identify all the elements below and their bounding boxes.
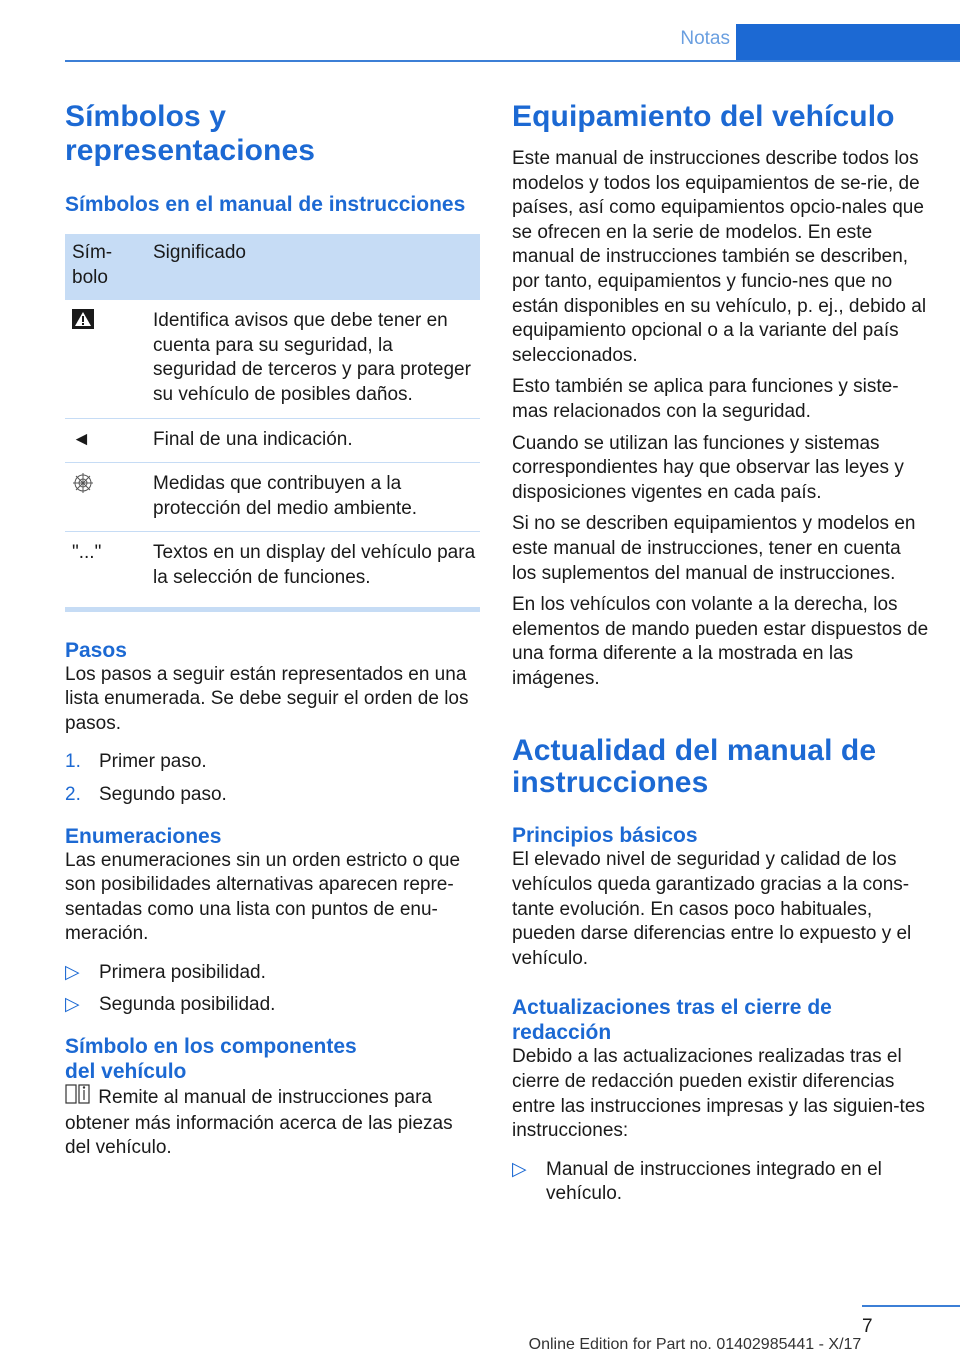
meaning-cell: Final de una indicación. — [153, 418, 480, 463]
meaning-cell: Identifica avisos que debe tener en cuenta para su seguridad, la seguridad de terceros y para proteger su vehículo de posibles daños. — [153, 300, 480, 418]
section-label: Notas — [680, 28, 730, 49]
list-item-text: Manual de instrucciones integrado en el vehículo. — [546, 1158, 882, 1205]
list-marker: ▷ — [65, 994, 80, 1016]
list-marker: ▷ — [65, 961, 80, 983]
component-heading-line-1: Símbolo en los componentes — [65, 1035, 357, 1059]
enum-heading: Enumeraciones — [65, 824, 222, 848]
meaning-cell: Medidas que contribuyen a la protección del medio ambiente. — [153, 463, 480, 532]
equipment-paragraph: Cuando se utilizan las funciones y sistemas correspondientes hay que observar las leyes y disposiciones vigentes en cada país. — [512, 432, 904, 503]
manual-symbols-heading: Símbolos en el manual de instrucciones — [65, 193, 466, 216]
list-item — [65, 783, 480, 808]
table-row — [65, 463, 480, 532]
enum-list — [65, 961, 480, 1018]
updates-text: Debido a las actualizaciones realizadas tras el cierre de redacción pueden existir diferencias entre las instrucciones impresas y las siguien-tes instrucciones: — [512, 1046, 925, 1142]
list-marker: ▷ — [512, 1158, 527, 1180]
steps-text: Los pasos a seguir están representados en una lista enumerada. Se debe seguir el orden de los pasos. — [65, 663, 469, 734]
equipment-paragraph: Si no se describen equipamientos y modelos en este manual de instrucciones, tener en cuenta los suplementos del manual de instrucciones. — [512, 513, 916, 584]
component-heading-line-2: del vehículo — [65, 1060, 187, 1084]
symbol-cell — [65, 300, 153, 418]
display-text-symbol: "..." — [65, 532, 153, 609]
footer-rule — [862, 1305, 960, 1307]
component-text: Remite al manual de instrucciones para obtener más información acerca de las piezas del vehículo. — [65, 1086, 453, 1159]
list-item-text: Primer paso. — [99, 751, 207, 773]
book-icon — [65, 1084, 93, 1112]
currency-title: Actualidad del manual de instrucciones — [512, 734, 877, 800]
enum-text: Las enumeraciones sin un orden estricto o que son posibilidades alternativas aparecen repre-sentadas como una lista con puntos de enu-meración. — [65, 849, 461, 945]
list-item-text: Segunda posibilidad. — [99, 994, 276, 1016]
left-column — [65, 100, 480, 1161]
list-marker: 1. — [65, 751, 81, 773]
updates-heading: Actualizaciones tras el cierre de redacción — [512, 996, 832, 1045]
symbols-table — [65, 234, 480, 612]
right-column — [512, 100, 930, 1215]
steps-list — [65, 750, 480, 807]
updates-list — [512, 1158, 930, 1207]
component-heading — [65, 1034, 480, 1084]
table-row — [65, 532, 480, 609]
list-item — [65, 750, 480, 775]
header-rule — [65, 60, 960, 62]
warning-triangle-icon — [72, 309, 94, 337]
edition-footer: Online Edition for Part no. 01402985441 - X/17 — [528, 1336, 862, 1353]
list-item — [512, 1158, 930, 1207]
section-tab — [736, 24, 960, 61]
equipment-title: Equipamiento del vehículo — [512, 100, 895, 133]
basics-text: El elevado nivel de seguridad y calidad de los vehículos queda garantizado gracias a la cons-tante evolución. En casos poco habituales, pueden darse diferencias entre lo expuesto y el vehículo. — [512, 849, 912, 969]
meaning-cell: Textos en un display del vehículo para la selección de funciones. — [153, 532, 480, 609]
end-marker-icon: ◄ — [65, 418, 153, 463]
environment-icon — [72, 472, 94, 502]
table-row — [65, 300, 480, 418]
table-header-row — [65, 234, 480, 300]
list-item — [65, 993, 480, 1018]
list-item-text: Primera posibilidad. — [99, 961, 266, 983]
basics-heading: Principios básicos — [512, 824, 698, 848]
list-item — [65, 961, 480, 986]
equipment-paragraph: Esto también se aplica para funciones y siste-mas relacionados con la seguridad. — [512, 376, 899, 422]
list-marker: 2. — [65, 783, 81, 805]
page-title: Símbolos y representaciones — [65, 100, 316, 167]
list-item-text: Segundo paso. — [99, 783, 227, 805]
table-row — [65, 418, 480, 463]
col-meaning-header: Significado — [153, 234, 480, 300]
symbol-cell — [65, 463, 153, 532]
page-number: 7 — [862, 1316, 873, 1337]
col-symbol-header: Sím- bolo — [65, 234, 153, 300]
steps-heading: Pasos — [65, 638, 127, 662]
equipment-paragraph: En los vehículos con volante a la derecha, los elementos de mando pueden estar dispuestos de una forma diferente a la mostrada en las imágenes. — [512, 594, 929, 689]
equipment-paragraph: Este manual de instrucciones describe todos los modelos y todos los equipamientos de se-rie, de países, así como equipamientos opcio-nales que se ofrecen en la serie de modelos. En este manual de instrucciones también se describen, por tanto, equipamientos y funcio-nes que no están disponibles en su vehículo, p. ej., debido al equipamiento opcional o a la variante del país seleccionados. — [512, 148, 927, 366]
component-text-block — [65, 1084, 480, 1161]
